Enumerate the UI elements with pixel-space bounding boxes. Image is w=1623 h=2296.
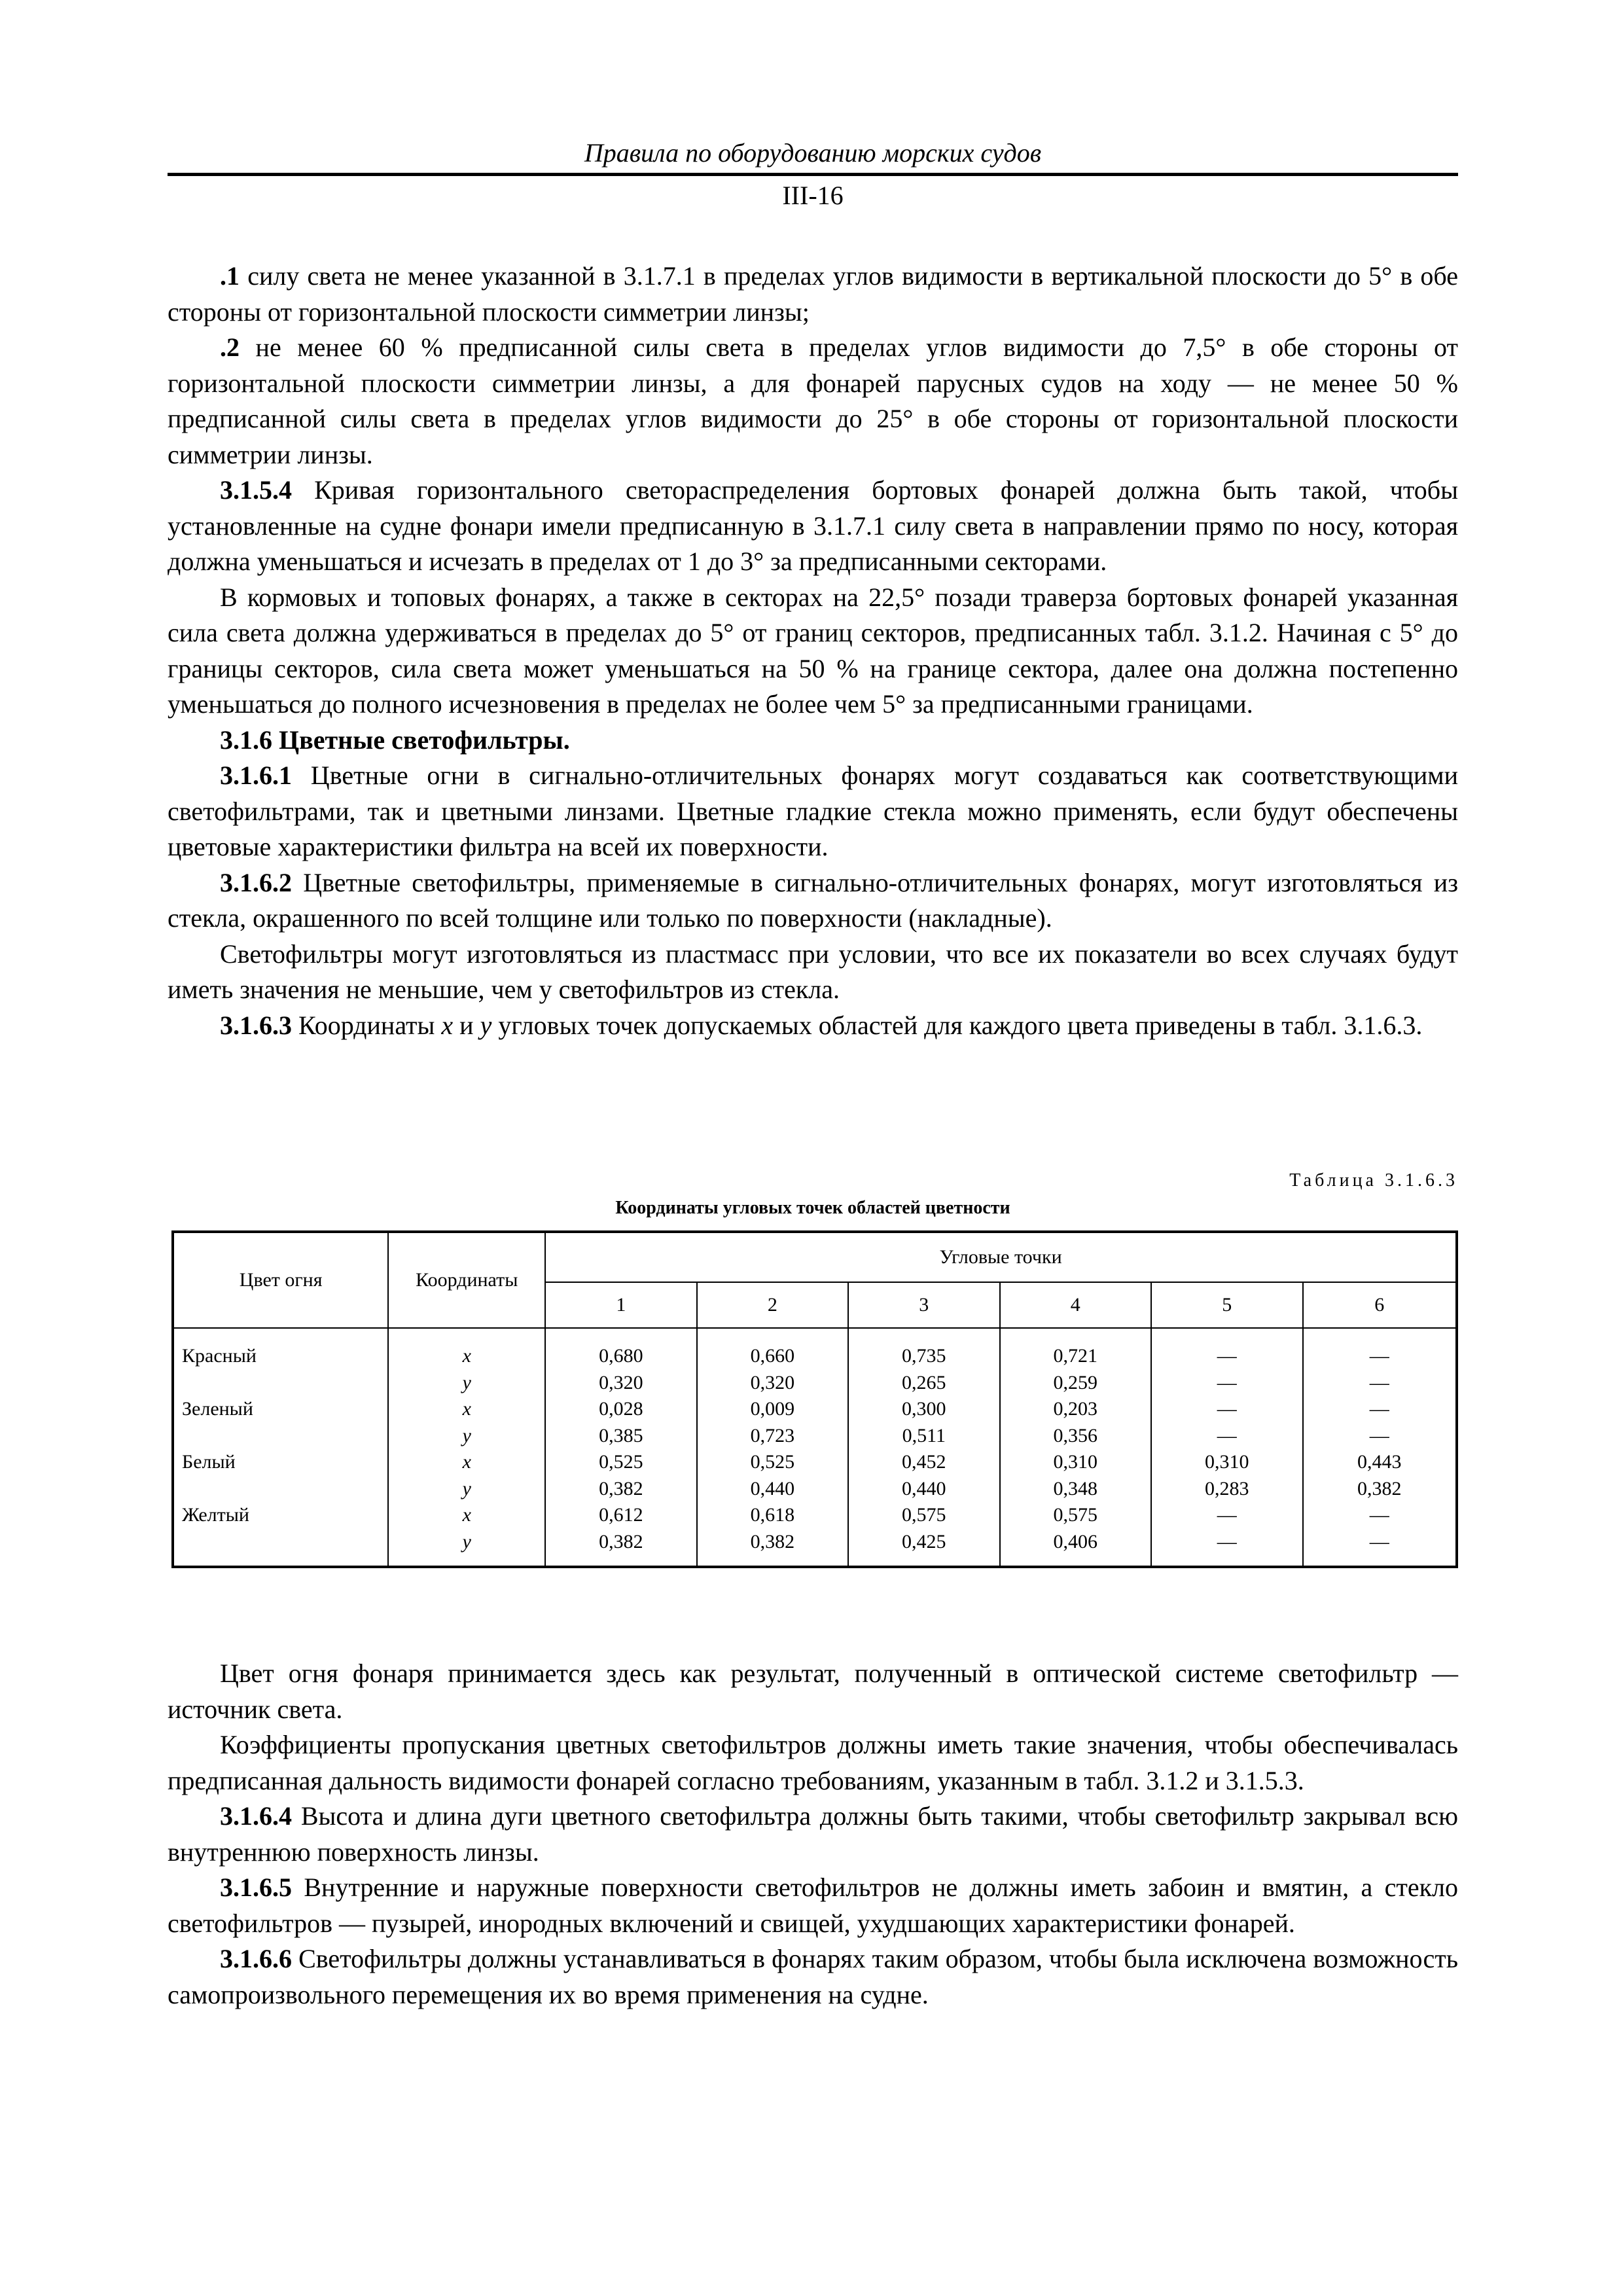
header-point: 3 — [848, 1282, 999, 1328]
cell-value: 0,680 — [545, 1328, 696, 1370]
cell-coord: x — [388, 1396, 545, 1423]
cell-value: — — [1369, 1424, 1389, 1446]
cell-coord: y — [388, 1423, 545, 1450]
paragraph-text: Высота и длина дуги цветного светофильтра должны быть такими, чтобы светофильтр закрывал всю внутреннюю поверхность линзы. — [168, 1801, 1458, 1867]
cell-value: 0,440 — [697, 1476, 848, 1503]
cell-value: 0,283 — [1151, 1476, 1302, 1503]
cell-color — [173, 1423, 388, 1450]
cell-value: 0,723 — [697, 1423, 848, 1450]
paragraph-text: не менее 60 % предписанной силы света в пределах углов видимости до 7,5° в обе стороны от горизонтальной плоскости симметрии линзы, а для фонарей парусных судов на ходу — не менее 50 % предписанной силы света в пределах углов видимости до 25° в обе стороны от горизонтальной плоскости симметрии линзы. — [168, 332, 1458, 469]
cell-value: — — [1151, 1370, 1302, 1397]
paragraph — [168, 1941, 1458, 2013]
item-number: .1 — [220, 261, 240, 291]
paragraph — [168, 865, 1458, 937]
cell-value: 0,525 — [697, 1449, 848, 1476]
cell-value: — — [1369, 1504, 1389, 1526]
paragraph-text: Координаты — [292, 1010, 442, 1040]
cell-value: 0,575 — [848, 1502, 999, 1529]
header-color: Цвет огня — [173, 1232, 388, 1328]
cell-value: 0,348 — [1000, 1476, 1151, 1503]
cell-value: 0,265 — [848, 1370, 999, 1397]
header-point: 5 — [1151, 1282, 1302, 1328]
cell-color — [173, 1476, 388, 1503]
clause-number: 3.1.6.3 — [220, 1010, 292, 1040]
paragraph-text: силу света не менее указанной в 3.1.7.1 в пределах углов видимости в вертикальной плоскости до 5° в обе стороны от горизонтальной плоскости симметрии линзы; — [168, 261, 1458, 327]
cell-color: Красный — [173, 1328, 388, 1370]
cell-value: 0,028 — [545, 1396, 696, 1423]
cell-value: — — [1369, 1345, 1389, 1367]
table-row — [173, 1396, 1457, 1423]
cell-color: Зеленый — [173, 1396, 388, 1423]
paragraph: В кормовых и топовых фонарях, а также в секторах на 22,5° позади траверза бортовых фонарей указанная сила света должна удерживаться в пределах до 5° от границ секторов, предписанных табл. 3.1.2. Начиная с 5° до границы секторов, сила света может уменьшаться на 50 % на границе сектора, далее она должна постепенно уменьшаться до полного исчезновения в пределах не более чем 5° за предписанными границами. — [168, 582, 1458, 719]
cell-value: — — [1151, 1529, 1302, 1568]
clause-number: 3.1.5.4 — [220, 475, 292, 505]
cell-value: 0,425 — [848, 1529, 999, 1568]
cell-coord: x — [388, 1328, 545, 1370]
header-point: 1 — [545, 1282, 696, 1328]
cell-color: Желтый — [173, 1502, 388, 1529]
header-point: 4 — [1000, 1282, 1151, 1328]
cell-color — [173, 1529, 388, 1568]
table-row — [173, 1476, 1457, 1503]
cell-value: — — [1369, 1371, 1389, 1393]
cell-value: 0,618 — [697, 1502, 848, 1529]
clause-number: 3.1.6.6 — [220, 1944, 292, 1973]
section-heading: 3.1.6 Цветные светофильтры. — [220, 725, 570, 755]
cell-value: 0,525 — [545, 1449, 696, 1476]
paragraph-text: Светофильтры должны устанавливаться в фонарях таким образом, чтобы была исключена возможность самопроизвольного перемещения их во время применения на судне. — [168, 1944, 1458, 2009]
cell-value: 0,575 — [1000, 1502, 1151, 1529]
cell-coord: x — [388, 1449, 545, 1476]
clause-number: 3.1.6.1 — [220, 761, 292, 790]
var-y: y — [480, 1010, 492, 1040]
cell-value: — — [1151, 1502, 1302, 1529]
cell-coord: y — [388, 1370, 545, 1397]
clause-number: 3.1.6.2 — [220, 867, 292, 897]
cell-value: 0,356 — [1000, 1423, 1151, 1450]
cell-coord: x — [388, 1502, 545, 1529]
cell-value: — — [1369, 1530, 1389, 1552]
paragraph: Цвет огня фонаря принимается здесь как результат, полученный в оптической системе светофильтр — источник света. — [168, 1659, 1458, 1724]
cell-value: 0,440 — [848, 1476, 999, 1503]
item-number: .2 — [220, 332, 240, 362]
body-text-top — [168, 259, 1458, 1043]
cell-value: 0,259 — [1000, 1370, 1151, 1397]
cell-value: 0,612 — [545, 1502, 696, 1529]
cell-value: 0,382 — [545, 1476, 696, 1503]
cell-value: 0,320 — [545, 1370, 696, 1397]
paragraph-text: Кривая горизонтального светораспределения бортовых фонарей должна быть такой, чтобы установленные на судне фонари имели предписанную в 3.1.7.1 силу света в направлении прямо по носу, которая должна уменьшаться и исчезать в пределах от 1 до 3° за предписанными секторами. — [168, 475, 1458, 576]
paragraph: Светофильтры могут изготовляться из пластмасс при условии, что все их показатели во всех случаях будут иметь значения не меньшие, чем у светофильтров из стекла. — [168, 939, 1458, 1004]
table-row — [173, 1328, 1457, 1370]
page-header — [168, 137, 1458, 211]
clause-number: 3.1.6.5 — [220, 1873, 292, 1902]
cell-value: 0,382 — [545, 1529, 696, 1568]
paragraph — [168, 473, 1458, 580]
cell-color: Белый — [173, 1449, 388, 1476]
cell-value: 0,300 — [848, 1396, 999, 1423]
cell-value: 0,320 — [697, 1370, 848, 1397]
table-caption: Координаты угловых точек областей цветности — [615, 1198, 1010, 1218]
header-coord: Координаты — [388, 1232, 545, 1328]
paragraph — [168, 330, 1458, 473]
paragraph — [168, 758, 1458, 865]
cell-value: — — [1369, 1398, 1389, 1420]
paragraph — [168, 1799, 1458, 1870]
table-label: Таблица 3.1.6.3 — [1289, 1170, 1458, 1191]
paragraph-text: Цветные огни в сигнально-отличительных фонарях могут создаваться как соответствующими светофильтрами, так и цветными линзами. Цветные гладкие стекла можно применять, если будут обеспечены цветовые характеристики фильтра на всей их поверхности. — [168, 761, 1458, 861]
page-number: III-16 — [782, 181, 844, 210]
cell-value: 0,735 — [848, 1328, 999, 1370]
header-points-group: Угловые точки — [545, 1232, 1457, 1282]
cell-value: 0,385 — [545, 1423, 696, 1450]
paragraph: Коэффициенты пропускания цветных светофильтров должны иметь такие значения, чтобы обеспечивалась предписанная дальность видимости фонарей согласно требованиям, указанным в табл. 3.1.2 и 3.1.5.3. — [168, 1730, 1458, 1795]
cell-value: 0,203 — [1000, 1396, 1151, 1423]
cell-value: 0,310 — [1000, 1449, 1151, 1476]
running-title: Правила по оборудованию морских судов — [168, 137, 1458, 176]
cell-value: 0,511 — [848, 1423, 999, 1450]
cell-value: 0,009 — [697, 1396, 848, 1423]
header-point: 2 — [697, 1282, 848, 1328]
cell-value: 0,660 — [697, 1328, 848, 1370]
table-row — [173, 1423, 1457, 1450]
cell-coord: y — [388, 1476, 545, 1503]
cell-value: — — [1151, 1423, 1302, 1450]
paragraph — [168, 259, 1458, 330]
body-text-bottom — [168, 1656, 1458, 2013]
header-point: 6 — [1303, 1282, 1457, 1328]
paragraph-text: Внутренние и наружные поверхности светофильтров не должны иметь забоин и вмятин, а стекло светофильтров — пузырей, инородных включений и свищей, ухудшающих характеристики фонарей. — [168, 1873, 1458, 1938]
clause-number: 3.1.6.4 — [220, 1801, 292, 1831]
chromaticity-table — [171, 1230, 1458, 1568]
cell-value: 0,452 — [848, 1449, 999, 1476]
table-row — [173, 1370, 1457, 1397]
paragraph-text: угловых точек допускаемых областей для каждого цвета приведены в табл. 3.1.6.3. — [491, 1010, 1423, 1040]
cell-value: 0,406 — [1000, 1529, 1151, 1568]
paragraph — [168, 1870, 1458, 1941]
cell-value: 0,382 — [1357, 1477, 1402, 1499]
cell-value: — — [1151, 1396, 1302, 1423]
cell-value: — — [1151, 1328, 1302, 1370]
cell-value: 0,443 — [1357, 1451, 1402, 1473]
paragraph — [168, 1008, 1458, 1044]
table-row — [173, 1502, 1457, 1529]
cell-coord: y — [388, 1529, 545, 1568]
table-row — [173, 1449, 1457, 1476]
cell-value: 0,310 — [1151, 1449, 1302, 1476]
cell-value: 0,721 — [1000, 1328, 1151, 1370]
paragraph-text: и — [453, 1010, 480, 1040]
cell-value: 0,382 — [697, 1529, 848, 1568]
var-x: x — [441, 1010, 454, 1040]
table-row — [173, 1529, 1457, 1568]
cell-color — [173, 1370, 388, 1397]
paragraph-text: Цветные светофильтры, применяемые в сигнально-отличительных фонарях, могут изготовляться из стекла, окрашенного по всей толщине или только по поверхности (накладные). — [168, 867, 1458, 933]
